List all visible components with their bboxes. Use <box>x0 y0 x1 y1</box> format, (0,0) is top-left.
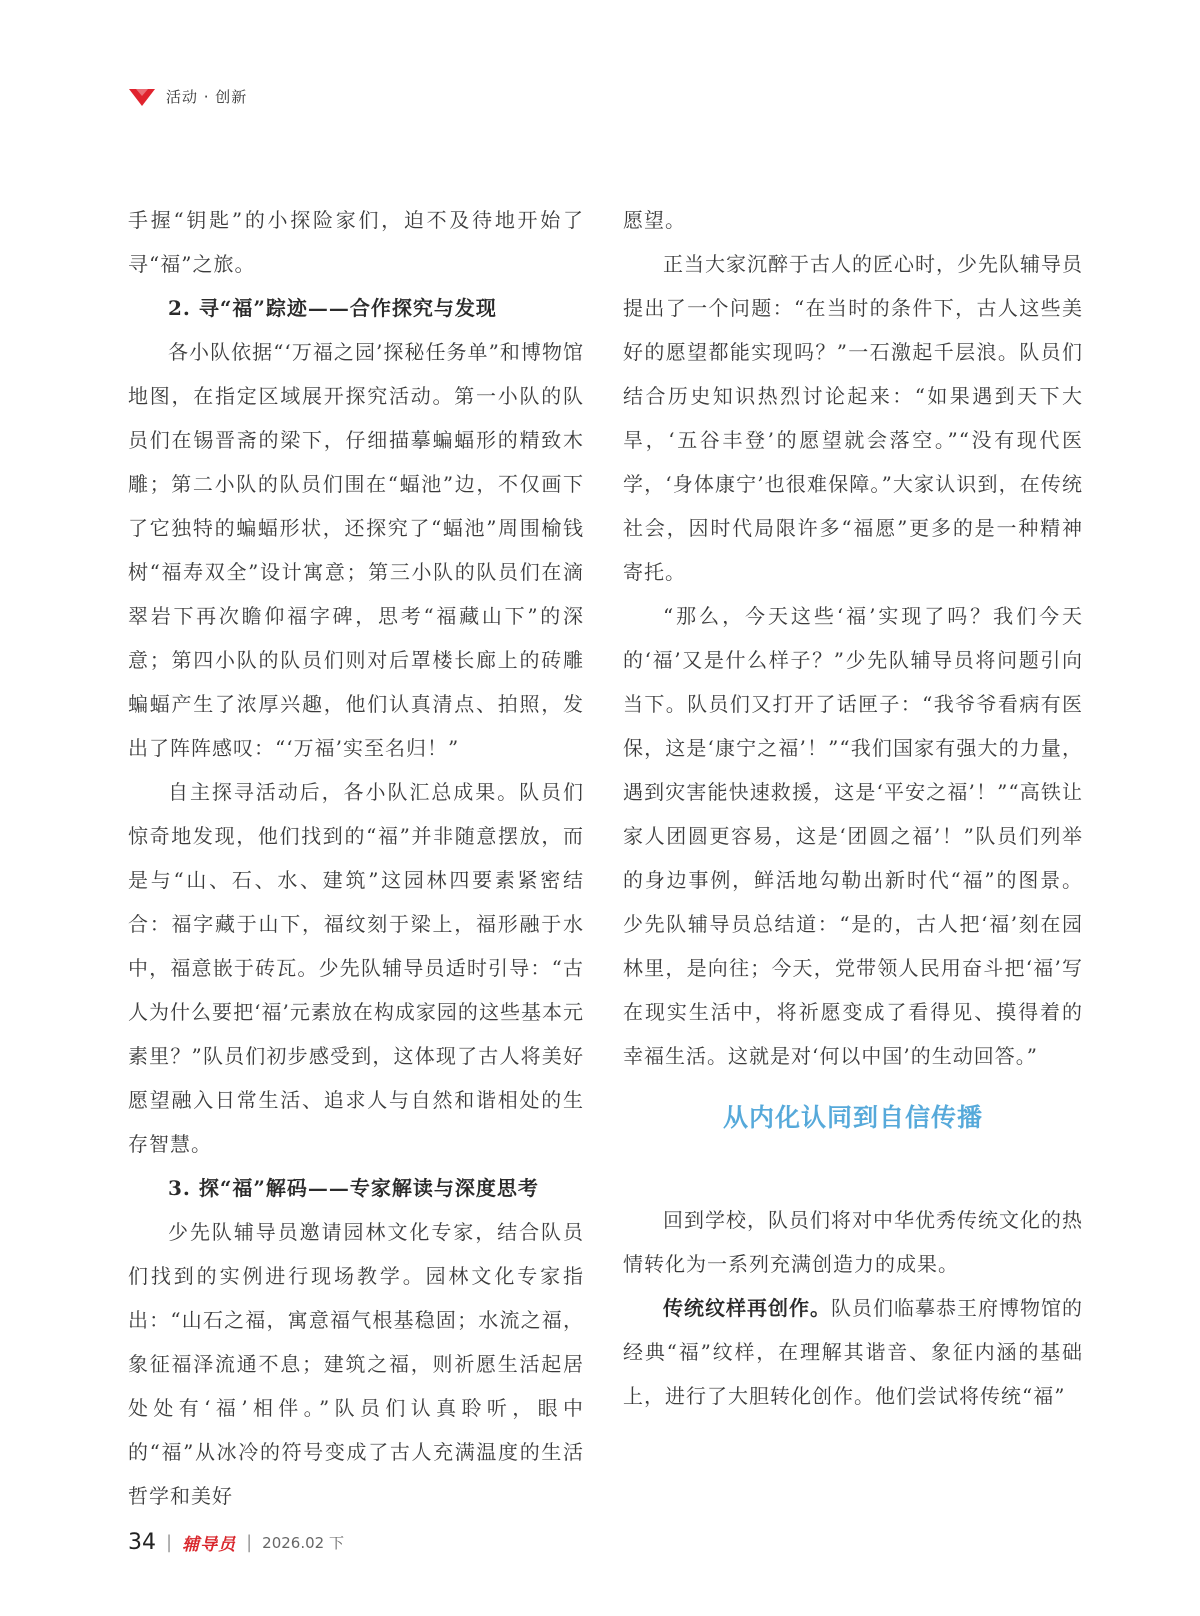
paragraph: 正当大家沉醉于古人的匠心时，少先队辅导员提出了一个问题：“在当时的条件下，古人这些美好的愿望都能实现吗？”一石激起千层浪。队员们结合历史知识热烈讨论起来：“如果遇到天下大旱，‘五谷丰登’的愿望就会落空。”“没有现代医学，‘身体康宁’也很难保障。”大家认识到，在传统社会，因时代局限许多“福愿”更多的是一种精神寄托。 <box>623 252 1083 584</box>
paragraph-lead: 传统纹样再创作。 <box>663 1296 831 1320</box>
paragraph: 回到学校，队员们将对中华优秀传统文化的热情转化为一系列充满创造力的成果。 <box>623 1208 1083 1276</box>
paragraph: 手握“钥匙”的小探险家们，迫不及待地开始了寻“福”之旅。 <box>128 208 584 276</box>
section-label: 活动 · 创新 <box>166 88 248 106</box>
subheading-3: 3. 探“福”解码——专家解读与深度思考 <box>168 1176 539 1200</box>
divider: | <box>246 1532 253 1553</box>
paragraph: 少先队辅导员邀请园林文化专家，结合队员们找到的实例进行现场教学。园林文化专家指出：“山石之福，寓意福气根基稳固；水流之福，象征福泽流通不息；建筑之福，则祈愿生活起居处处有‘福’相伴。”队员们认真聆听，眼中的“福”从冰冷的符号变成了古人充满温度的生活哲学和美好 <box>128 1220 584 1508</box>
red-triangle-icon <box>128 87 156 107</box>
paragraph: 愿望。 <box>623 208 686 232</box>
page-number: 34 <box>128 1530 156 1555</box>
subheading-2: 2. 寻“福”踪迹——合作探究与发现 <box>168 296 497 320</box>
paragraph: 各小队依据“‘万福之园’探秘任务单”和博物馆地图，在指定区域展开探究活动。第一小队的队员们在锡晋斋的梁下，仔细描摹蝙蝠形的精致木雕；第二小队的队员们围在“蝠池”边，不仅画下了它独特的蝙蝠形状，还探究了“蝠池”周围榆钱树“福寿双全”设计寓意；第三小队的队员们在滴翠岩下再次瞻仰福字碑，思考“福藏山下”的深意；第四小队的队员们则对后罩楼长廊上的砖雕蝙蝠产生了浓厚兴趣，他们认真清点、拍照，发出了阵阵感叹：“‘万福’实至名归！” <box>128 340 584 760</box>
section-title: 从内化认同到自信传播 <box>722 1103 983 1132</box>
magazine-logo: 辅导员 <box>182 1535 237 1555</box>
right-column <box>623 198 1083 1418</box>
paragraph: 自主探寻活动后，各小队汇总成果。队员们惊奇地发现，他们找到的“福”并非随意摆放，而是与“山、石、水、建筑”这园林四要素紧密结合：福字藏于山下，福纹刻于梁上，福形融于水中，福意嵌于砖瓦。少先队辅导员适时引导：“古人为什么要把‘福’元素放在构成家园的这些基本元素里？”队员们初步感受到，这体现了古人将美好愿望融入日常生活、追求人与自然和谐相处的生存智慧。 <box>128 780 584 1156</box>
paragraph-body: 队员们临摹恭王府博物馆的经典“福”纹样，在理解其谐音、象征内涵的基础上，进行了大胆转化创作。他们尝试将传统“福” <box>623 1296 1083 1408</box>
page-footer <box>128 1530 344 1555</box>
divider: | <box>166 1532 173 1553</box>
section-header <box>128 86 247 107</box>
paragraph: “那么，今天这些‘福’实现了吗？我们今天的‘福’又是什么样子？”少先队辅导员将问题引向当下。队员们又打开了话匣子：“我爷爷看病有医保，这是‘康宁之福’！”“我们国家有强大的力量，遇到灾害能快速救援，这是‘平安之福’！”“高铁让家人团圆更容易，这是‘团圆之福’！”队员们列举的身边事例，鲜活地勾勒出新时代“福”的图景。少先队辅导员总结道：“是的，古人把‘福’刻在园林里，是向往；今天，党带领人民用奋斗把‘福’写在现实生活中，将祈愿变成了看得见、摸得着的幸福生活。这就是对‘何以中国’的生动回答。” <box>623 604 1083 1068</box>
paragraph-with-lead <box>623 1286 1083 1418</box>
issue-date: 2026.02 下 <box>262 1534 344 1552</box>
left-column <box>128 198 584 1518</box>
